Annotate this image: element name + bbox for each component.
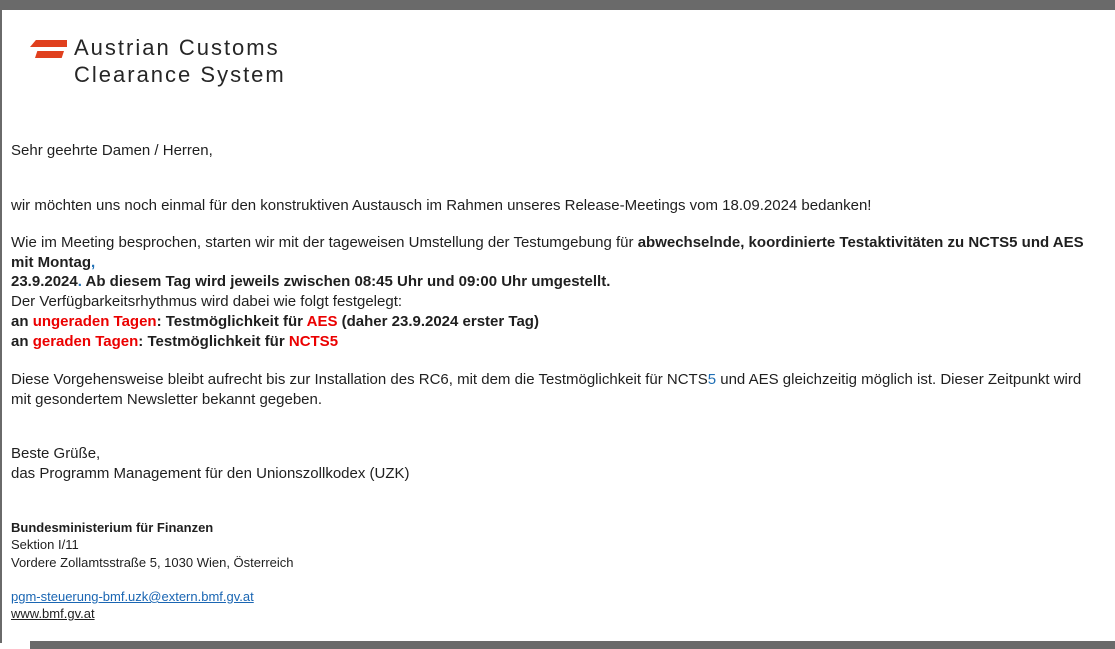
text-segment: 23.9.2024 (11, 273, 78, 290)
text-segment: , (91, 253, 96, 271)
text-segment: an (11, 313, 33, 330)
logo-text (74, 34, 286, 88)
text-segment: Diese Vorgehensweise bleibt aufrecht bis zur Installation des RC6, mit dem die Testmöglichkeit für NCTS (11, 371, 708, 388)
signature-block (11, 519, 1100, 571)
text-segment: an (11, 332, 33, 350)
window-frame-top (0, 0, 1115, 10)
text-segment: NCTS5 (288, 332, 339, 350)
flag-bar-bottom (35, 51, 64, 58)
window-frame-left (0, 10, 2, 643)
window-frame-bottom (30, 641, 1115, 649)
text-segment: AES (306, 313, 338, 330)
paragraph-thanks: wir möchten uns noch einmal für den konstruktiven Austausch im Rahmen unseres Release-Meetings vom 18.09.2024 bedanken! (11, 197, 872, 214)
signature-section: Sektion I/11 (11, 537, 79, 553)
text-segment: (daher 23.9.2024 erster Tag) (337, 313, 539, 330)
flag-bar-top (30, 40, 67, 47)
text-segment: . (77, 273, 82, 290)
text-segment: 5 (707, 371, 717, 388)
text-segment: Der Verfügbarkeitsrhythmus wird dabei wie folgt festgelegt: (11, 292, 403, 310)
text-segment: abwechselnde, koordinierte Testaktivitäten zu NCTS5 und AES mit Montag (11, 234, 1084, 271)
signature-address: Vordere Zollamtsstraße 5, 1030 Wien, Österreich (11, 554, 294, 570)
austrian-flag-bars-icon (30, 40, 68, 58)
paragraph-rc6 (11, 370, 1100, 409)
text-segment: : Testmöglichkeit für (138, 332, 289, 350)
text-segment: Ab diesem Tag wird jeweils zwischen 08:45 Uhr und 09:00 Uhr umgestellt. (81, 273, 611, 290)
closing-sender: das Programm Management für den Unionszollkodex (UZK) (11, 464, 410, 482)
logo-text-line2: Clearance System (74, 62, 286, 87)
links-block (11, 588, 1100, 623)
paragraph-switchover (11, 233, 1100, 311)
email-link[interactable]: pgm-steuerung-bmf.uzk@extern.bmf.gv.at (11, 589, 254, 604)
text-segment: und AES gleichzeitig möglich ist. Dieser Zeitpunkt wird mit gesondertem Newsletter bekannt gegeben. (11, 371, 1082, 408)
closing-block (11, 444, 1100, 483)
logo-text-line1: Austrian Customs (74, 35, 280, 60)
text-segment: ungeraden Tagen (32, 313, 157, 330)
text-segment: : Testmöglichkeit für (156, 313, 307, 330)
salutation-text: Sehr geehrte Damen / Herren, (11, 142, 213, 159)
text-segment: geraden Tagen (32, 332, 139, 350)
website-link[interactable]: www.bmf.gv.at (11, 606, 95, 622)
text-segment: Wie im Meeting besprochen, starten wir mit der tageweisen Umstellung der Testumgebung für (11, 234, 638, 251)
signature-organization: Bundesministerium für Finanzen (11, 520, 214, 535)
paragraph-schedule (11, 312, 1100, 351)
logo (30, 34, 286, 88)
closing-greeting: Beste Grüße, (11, 445, 101, 462)
